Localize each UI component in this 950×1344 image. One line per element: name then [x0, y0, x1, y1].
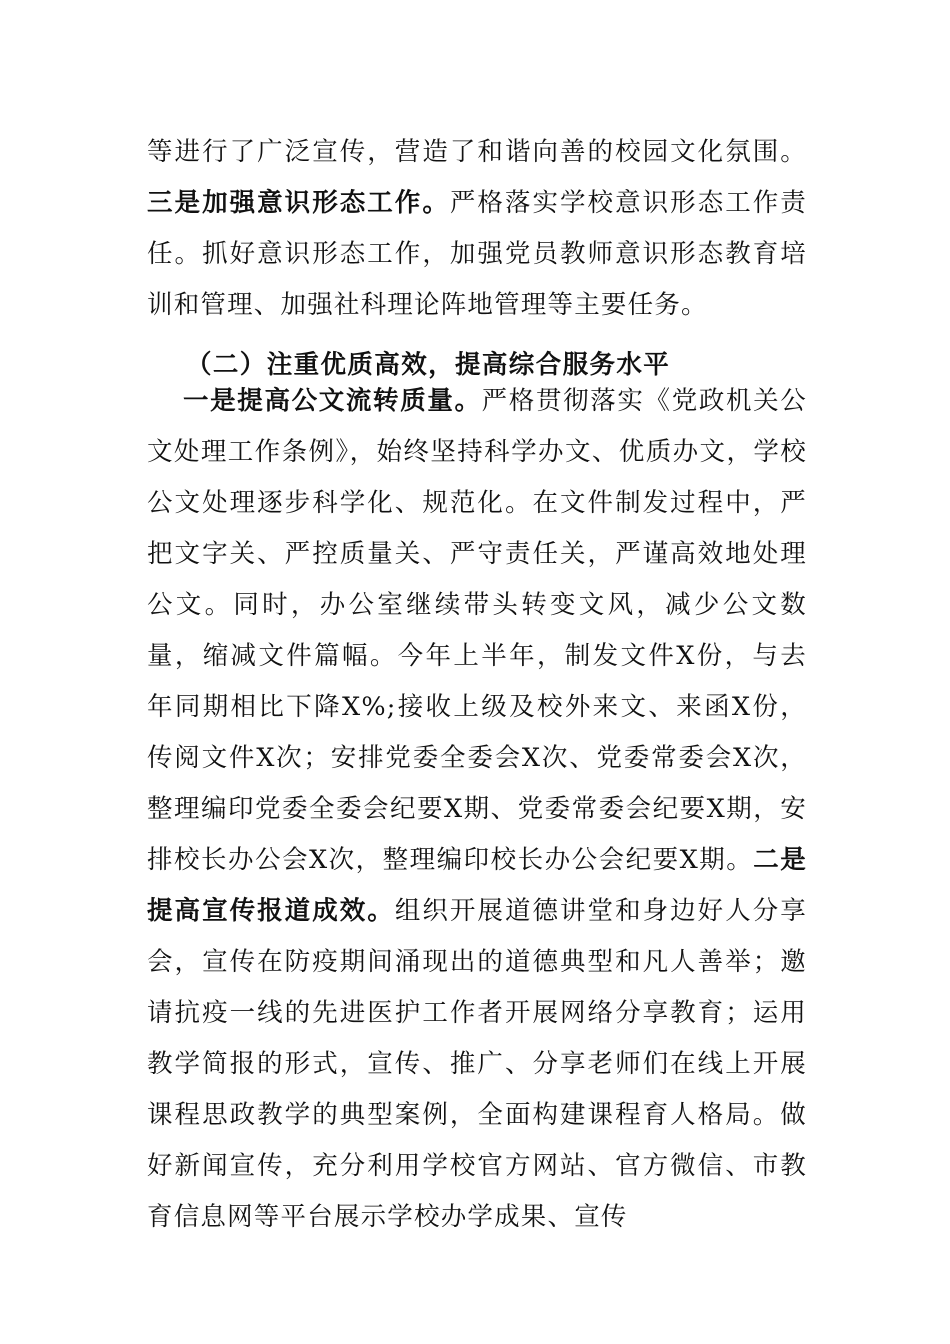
paragraph-text: 组织开展道德讲堂和身边好人分享会，宣传在防疫期间涌现出的道德典型和凡人善举；邀请抗疫一线的先进医护工作者开展网络分享教育；运用教学简报的形式，宣传、推广、分享老师们在线上开展课程思政教学的典型案例，全面构建课程育人格局。做好新闻宣传，充分利用学校官方网站、官方微信、市教育信息网等平台展示学校办学成果、宣传 [147, 896, 807, 1232]
paragraph-text: 严格落实学校意识形态工作责任。抓好意识形态工作，加强党员教师意识形态教育培训和管理、加强社科理论阵地管理等主要任务。 [147, 188, 808, 320]
bold-lead-phrase: 一是提高公文流转质量。 [183, 386, 482, 416]
bold-lead-phrase: 二是提高宣传报道成效。 [147, 845, 807, 926]
paragraph-service-quality [147, 376, 807, 1243]
paragraph-ideology-work [147, 127, 807, 331]
section-heading: （二）注重优质高效，提高综合服务水平 [186, 350, 671, 380]
bold-lead-phrase: 三是加强意识形态工作。 [147, 188, 450, 218]
paragraph-text: 严格贯彻落实《党政机关公文处理工作条例》，始终坚持科学办文、优质办文，学校公文处理逐步科学化、规范化。在文件制发过程中，严把文字关、严控质量关、严守责任关，严谨高效地处理公文。同时，办公室继续带头转变文风，减少公文数量，缩减文件篇幅。今年上半年，制发文件X份，与去年同期相比下降X%;接收上级及校外来文、来函X份，传阅文件X次；安排党委全委会X次、党委常委会X次，整理编印党委全委会纪要X期、党委常委会纪要X期，安排校长办公会X次，整理编印校长办公会纪要X期。 [147, 386, 808, 875]
paragraph-text: 等进行了广泛宣传，营造了和谐向善的校园文化氛围。 [147, 137, 807, 167]
